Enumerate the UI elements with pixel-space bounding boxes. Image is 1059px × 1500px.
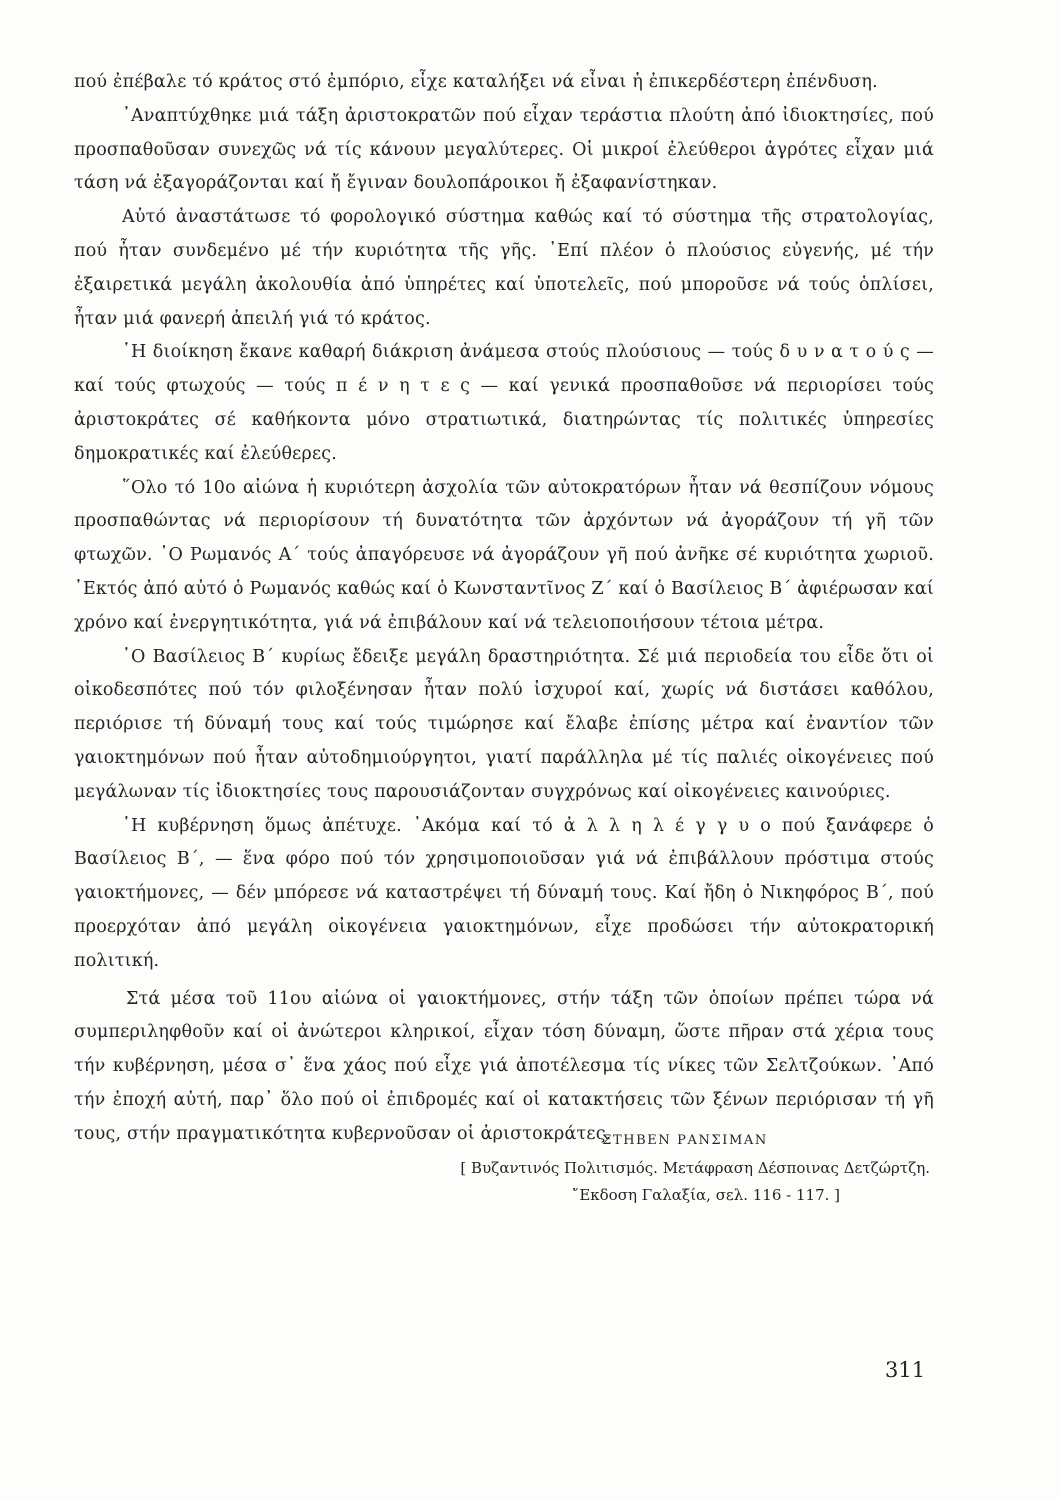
paragraph-continuation: πού ἐπέβαλε τό κράτος στό ἐμπόριο, εἶχε καταλήξει νά εἶναι ἡ ἐπικερδέστερη ἐπένδυση. [74, 72, 878, 92]
body-text [74, 66, 934, 1152]
paragraph-government-failed: ῾Η κυβέρνηση ὅμως ἀπέτυχε. ᾽Ακόμα καί τό ἀ λ λ η λ έ γ γ υ ο πού ξανάφερε ὁ Βασίλειος Β΄, — ἕνα φόρο πού τόν χρησιμοποιοῦσαν γιά νά ἐπιβάλλουν πρόστιμα στούς γαιοκτήμονες, — δέν μπόρεσε νά καταστρέψει τή δύναμή τους. Καί ἤδη ὁ Νικηφόρος Β΄, πού προερχόταν ἀπό μεγάλη οἰκογένεια γαιοκτημόνων, εἶχε προδώσει τήν αὐτοκρατορική πολιτική. [74, 815, 934, 971]
paragraph-basil-ii: ῾Ο Βασίλειος Β΄ κυρίως ἔδειξε μεγάλη δραστηριότητα. Σέ μιά περιοδεία του εἶδε ὅτι οἱ οἰκοδεσπότες πού τόν φιλοξένησαν ἦταν πολύ ἰσχυροί καί, χωρίς νά διστάσει καθόλου, περιόρισε τή δύναμή τους καί τούς τιμώρησε καί ἔλαβε ἐπίσης μέτρα καί ἐναντίον τῶν γαιοκτημόνων πού ἦταν αὐτοδημιούργητοι, γιατί παράλληλα μέ τίς παλιές οἰκογένειες πού μεγάλωναν τίς ἰδιοκτησίες τους παρουσιάζονταν συγχρόνως καί οἰκογένειες καινούριες. [74, 646, 934, 802]
paragraph-aristocrats: ᾽Αναπτύχθηκε μιά τάξη ἀριστοκρατῶν πού εἶχαν τεράστια πλούτη ἀπό ἰδιοκτησίες, πού προσπαθοῦσαν συνεχῶς νά τίς κάνουν μεγαλύτερες. Οἱ μικροί ἐλεύθεροι ἀγρότες εἶχαν μιά τάση νά ἐξαγοράζονται καί ἤ ἔγιναν δουλοπάροικοι ἤ ἐξαφανίστηκαν. [74, 105, 934, 194]
paragraph-11th-century: Στά μέσα τοῦ 11ου αἰώνα οἱ γαιοκτήμονες, στήν τάξη τῶν ὁποίων πρέπει τώρα νά συμπεριληφθοῦν καί οἱ ἀνώτεροι κληρικοί, εἶχαν τόση δύναμη, ὥστε πῆραν στά χέρια τους τήν κυβέρνηση, μέσα σ᾽ ἕνα χάος πού εἶχε γιά ἀποτέλεσμα τίς νίκες τῶν Σελτζούκων. ᾽Από τήν ἐποχή αὐτή, παρ᾽ ὅλο πού οἱ ἐπιδρομές καί οἱ κατακτήσεις τῶν ξένων περιόρισαν τή γῆ τους, στήν πραγματικότητα κυβερνοῦσαν οἱ ἀριστοκράτες. [74, 988, 934, 1144]
author-name: ΣΤΗΒΕΝ ΡΑΝΣΙΜΑΝ [602, 1133, 768, 1148]
source-citation [370, 1155, 930, 1209]
page-number: 311 [885, 1358, 926, 1382]
paragraph-tax-system: Αὐτό ἀναστάτωσε τό φορολογικό σύστημα καθώς καί τό σύστημα τῆς στρατολογίας, πού ἦταν συνδεμένο μέ τήν κυριότητα τῆς γῆς. ᾽Επί πλέον ὁ πλούσιος εὐγενής, μέ τήν ἐξαιρετικά μεγάλη ἀκολουθία ἀπό ὑπηρέτες καί ὑποτελεῖς, πού μποροῦσε νά τούς ὁπλίσει, ἦταν μιά φανερή ἀπειλή γιά τό κράτος. [74, 207, 934, 329]
source-line-1: [ Βυζαντινός Πολιτισμός. Μετάφραση Δέσποινας Δετζώρτζη. [460, 1159, 930, 1177]
source-line-2: ῎Εκδοση Γαλαξία, σελ. 116 - 117. ] [571, 1186, 840, 1204]
paragraph-10th-century: ῞Ολο τό 10ο αἰώνα ἡ κυριότερη ἀσχολία τῶν αὐτοκρατόρων ἦταν νά θεσπίζουν νόμους προσπαθώντας νά περιορίσουν τή δυνατότητα τῶν ἀρχόντων νά ἀγοράζουν τή γῆ τῶν φτωχῶν. ῾Ο Ρωμανός Α΄ τούς ἀπαγόρευσε νά ἀγοράζουν γῆ πού ἀνῆκε σέ κυριότητα χωριοῦ. ᾽Εκτός ἀπό αὐτό ὁ Ρωμανός καθώς καί ὁ Κωνσταντῖνος Ζ΄ καί ὁ Βασίλειος Β΄ ἀφιέρωσαν καί χρόνο καί ἐνεργητικότητα, γιά νά ἐπιβάλουν καί νά τελειοποιήσουν τέτοια μέτρα. [74, 477, 934, 633]
paragraph-administration: ῾Η διοίκηση ἔκανε καθαρή διάκριση ἀνάμεσα στούς πλούσιους — τούς δ υ ν α τ ο ύ ς — καί τούς φτωχούς — τούς π έ ν η τ ε ς — καί γενικά προσπαθοῦσε νά περιορίσει τούς ἀριστοκράτες σέ καθήκοντα μόνο στρατιωτικά, διατηρώντας τίς πολιτικές ὑπηρεσίες δημοκρατικές καί ἐλεύθερες. [74, 342, 934, 464]
